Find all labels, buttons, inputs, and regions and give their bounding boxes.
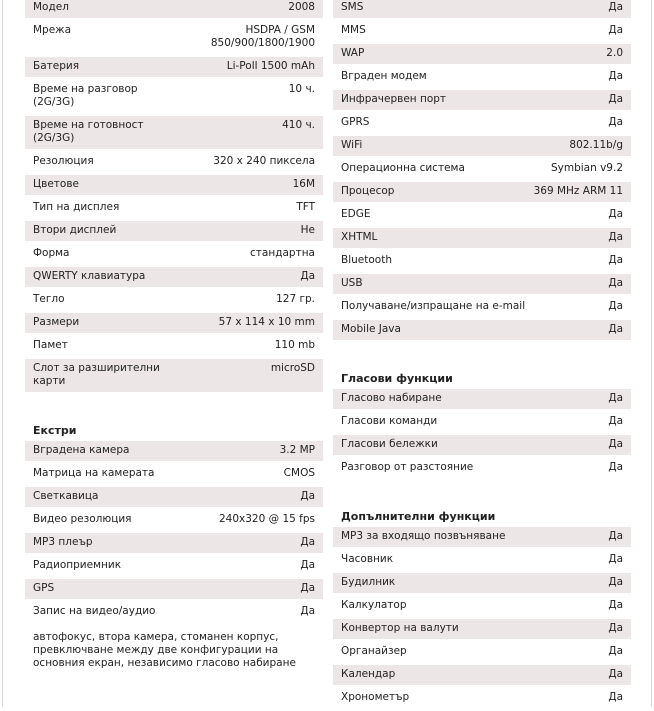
spec-value: Да	[300, 270, 315, 282]
spec-label: Будилник	[341, 576, 396, 588]
spec-row	[25, 487, 323, 507]
spec-value: Да	[608, 553, 623, 565]
spec-row	[333, 573, 631, 593]
page-border-left	[2, 0, 3, 707]
spec-value: microSD	[270, 362, 315, 374]
spec-value: Да	[608, 116, 623, 128]
spec-label: Часовник	[341, 553, 394, 565]
spec-row	[333, 67, 631, 87]
spec-value: 410 ч.	[282, 119, 315, 131]
spec-value: Да	[608, 70, 623, 82]
spec-value: Да	[608, 24, 623, 36]
spec-value: Да	[608, 208, 623, 220]
spec-label: QWERTY клавиатура	[33, 270, 146, 282]
spec-value: 57 x 114 x 10 mm	[218, 316, 315, 328]
spec-value: Да	[608, 392, 623, 404]
spec-row	[25, 57, 323, 77]
spec-row	[25, 198, 323, 218]
spec-value: 10 ч.	[288, 83, 315, 95]
spec-value: Да	[608, 415, 623, 427]
spec-label: Цветове	[33, 178, 79, 190]
right-column	[333, 0, 631, 711]
spec-label: Календар	[341, 668, 396, 680]
spec-label: WiFi	[341, 139, 363, 151]
spec-value: 2.0	[606, 47, 623, 59]
spec-row	[25, 290, 323, 310]
voice-heading: Гласови функции	[341, 372, 453, 385]
spec-value: Да	[300, 559, 315, 571]
spec-row	[25, 267, 323, 287]
spec-value: Li-Poll 1500 mAh	[226, 60, 315, 72]
spec-row	[333, 550, 631, 570]
spec-value: 369 MHz ARM 11	[533, 185, 623, 197]
spec-value: Да	[608, 461, 623, 473]
spec-value: Symbian v9.2	[550, 162, 623, 174]
specs-table	[25, 0, 323, 392]
spec-label: Размери	[33, 316, 80, 328]
spec-value: HSDPA / GSM 850/900/1800/1900	[210, 24, 315, 49]
spec-value: Да	[608, 231, 623, 243]
connectivity-table	[333, 0, 631, 340]
spec-label: USB	[341, 277, 363, 289]
spec-row	[333, 665, 631, 685]
spec-row	[333, 458, 631, 478]
section-gap	[25, 395, 323, 421]
spec-value: Да	[608, 576, 623, 588]
spec-value: 2008	[288, 1, 315, 13]
spec-value: Да	[608, 300, 623, 312]
spec-value: Да	[608, 645, 623, 657]
spec-row	[25, 602, 323, 622]
spec-label: Инфрачервен порт	[341, 93, 447, 105]
spec-value: Да	[608, 599, 623, 611]
spec-label: SMS	[341, 1, 364, 13]
spec-label: Вграден модем	[341, 70, 427, 82]
spec-value: Да	[608, 438, 623, 450]
spec-value: Да	[608, 1, 623, 13]
spec-value: Да	[608, 691, 623, 703]
spec-row	[25, 510, 323, 530]
spec-label: Памет	[33, 339, 68, 351]
spec-row	[333, 182, 631, 202]
spec-value: Да	[608, 668, 623, 680]
additional-heading: Допълнителни функции	[341, 510, 496, 523]
spec-row	[333, 228, 631, 248]
spec-row	[333, 688, 631, 708]
spec-value: Да	[608, 93, 623, 105]
spec-label: Гласови команди	[341, 415, 438, 427]
spec-row	[25, 313, 323, 333]
section-gap	[333, 343, 631, 369]
spec-label: EDGE	[341, 208, 371, 220]
spec-row	[333, 274, 631, 294]
spec-value: CMOS	[283, 467, 315, 479]
spec-row	[25, 80, 323, 113]
spec-value: 110 mb	[274, 339, 315, 351]
spec-label: Мрежа	[33, 24, 72, 36]
spec-value: 3.2 MP	[279, 444, 315, 456]
spec-value: 16M	[292, 178, 315, 190]
spec-row	[25, 464, 323, 484]
spec-row	[333, 113, 631, 133]
spec-row	[333, 642, 631, 662]
extras-heading: Екстри	[33, 424, 77, 437]
spec-row	[25, 359, 323, 392]
spec-row	[25, 152, 323, 172]
spec-row	[25, 441, 323, 461]
spec-label: Разговор от разстояние	[341, 461, 474, 473]
spec-value: Да	[300, 605, 315, 617]
spec-row	[25, 221, 323, 241]
spec-row	[333, 205, 631, 225]
spec-row	[333, 136, 631, 156]
spec-label: GPRS	[341, 116, 370, 128]
spec-label: Тип на дисплея	[33, 201, 120, 213]
spec-label: Операционна система	[341, 162, 465, 174]
spec-value: Не	[300, 224, 315, 236]
spec-label: Време на готовност (2G/3G)	[33, 119, 144, 144]
spec-row	[333, 21, 631, 41]
spec-label: Bluetooth	[341, 254, 392, 266]
spec-label: Слот за разширителни карти	[33, 362, 160, 387]
spec-row	[333, 596, 631, 616]
spec-label: Видео резолюция	[33, 513, 132, 525]
spec-label: GPS	[33, 582, 55, 594]
spec-row	[333, 320, 631, 340]
spec-row	[25, 579, 323, 599]
additional-table	[333, 527, 631, 708]
spec-label: XHTML	[341, 231, 378, 243]
spec-row	[333, 90, 631, 110]
page-border-right	[651, 0, 652, 707]
spec-label: Калкулатор	[341, 599, 407, 611]
spec-label: Модел	[33, 1, 69, 13]
spec-row	[333, 297, 631, 317]
spec-row	[333, 389, 631, 409]
spec-label: Форма	[33, 247, 70, 259]
spec-label: Батерия	[33, 60, 80, 72]
spec-row	[333, 44, 631, 64]
spec-row	[333, 159, 631, 179]
spec-value: Да	[300, 536, 315, 548]
spec-value: Да	[608, 254, 623, 266]
spec-value: 127 гр.	[276, 293, 315, 305]
spec-value: TFT	[296, 201, 315, 213]
spec-label: Запис на видеo/аудио	[33, 605, 156, 617]
extras-note: автофокус, втора камера, стоманен корпус, превключване между две конфигурации на основния екран, независимо гласово набиране	[33, 631, 296, 669]
voice-table	[333, 389, 631, 478]
spec-label: Конвертор на валути	[341, 622, 459, 634]
spec-label: Втори дисплей	[33, 224, 117, 236]
spec-value: Да	[300, 582, 315, 594]
section-gap	[333, 481, 631, 507]
spec-row	[25, 21, 323, 54]
spec-label: WAP	[341, 47, 365, 59]
spec-label: Резолюция	[33, 155, 94, 167]
spec-label: Гласово набиране	[341, 392, 442, 404]
spec-row	[333, 435, 631, 455]
spec-value: стандартна	[250, 247, 315, 259]
spec-row	[333, 412, 631, 432]
spec-row	[25, 175, 323, 195]
spec-label: Радиоприемник	[33, 559, 122, 571]
spec-value: Да	[300, 490, 315, 502]
spec-value: 802.11b/g	[569, 139, 623, 151]
spec-value: 320 x 240 пиксела	[213, 155, 315, 167]
spec-row	[333, 0, 631, 18]
spec-label: Тегло	[33, 293, 65, 305]
spec-row	[333, 251, 631, 271]
spec-value: Да	[608, 530, 623, 542]
spec-row	[25, 533, 323, 553]
extras-table	[25, 441, 323, 622]
spec-value: Да	[608, 622, 623, 634]
spec-label: Хронометър	[341, 691, 410, 703]
spec-row	[25, 336, 323, 356]
spec-label: MP3 за входящо позвъняване	[341, 530, 506, 542]
spec-label: Mobile Java	[341, 323, 401, 335]
spec-row	[25, 116, 323, 149]
spec-value: Да	[608, 277, 623, 289]
spec-row	[25, 0, 323, 18]
spec-row	[333, 527, 631, 547]
spec-row	[333, 619, 631, 639]
left-column	[25, 0, 323, 670]
spec-label: Органайзер	[341, 645, 407, 657]
spec-label: Матрица на камерата	[33, 467, 155, 479]
spec-label: Гласови бележки	[341, 438, 438, 450]
spec-label: Процесор	[341, 185, 395, 197]
spec-label: Време на разговор (2G/3G)	[33, 83, 138, 108]
spec-label: Вградена камера	[33, 444, 130, 456]
spec-label: Светкавица	[33, 490, 99, 502]
spec-label: MP3 плеър	[33, 536, 93, 548]
spec-row	[25, 244, 323, 264]
spec-row	[25, 556, 323, 576]
spec-label: MMS	[341, 24, 366, 36]
spec-label: Получаване/изпращане на e-mail	[341, 300, 526, 312]
spec-value: Да	[608, 323, 623, 335]
spec-value: 240x320 @ 15 fps	[218, 513, 315, 525]
